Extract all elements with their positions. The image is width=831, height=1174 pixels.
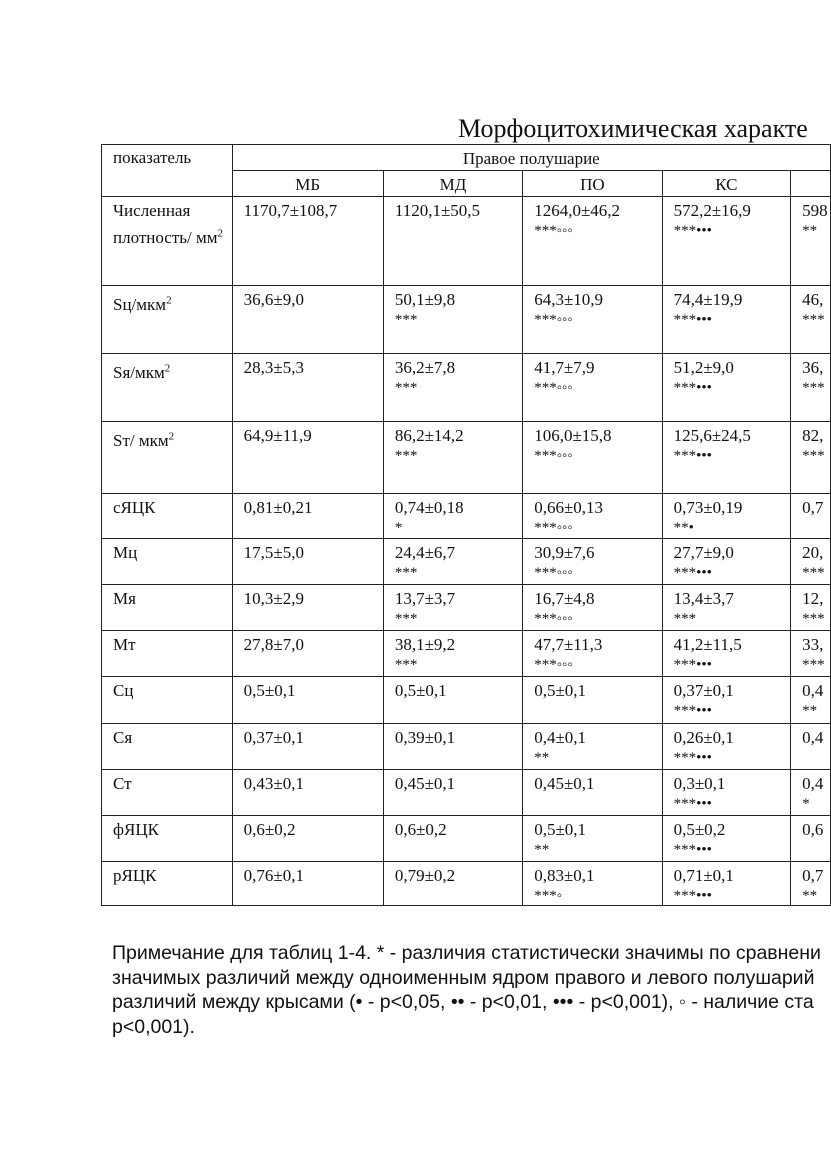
table-cell	[232, 862, 383, 906]
cell-value: 30,9±7,6	[534, 543, 595, 562]
table-cell	[662, 197, 790, 286]
table-cell	[383, 862, 522, 906]
cell-value: 0,26±0,1	[673, 728, 734, 747]
table-cell	[383, 585, 522, 631]
significance-marks: ***•••	[673, 223, 712, 239]
row-label	[102, 631, 233, 677]
table-row	[102, 286, 831, 354]
row-label-text: Ся	[113, 728, 133, 747]
cell-value: 0,4	[802, 774, 824, 793]
cell-value: 0,7	[802, 866, 824, 885]
table-cell	[383, 677, 522, 724]
cell-value: 0,4	[802, 728, 824, 747]
significance-marks: ***◦◦◦	[534, 657, 573, 673]
table-cell	[791, 286, 831, 354]
table-cell	[791, 862, 831, 906]
cell-value: 13,4±3,7	[673, 589, 734, 608]
cell-value: 0,39±0,1	[394, 728, 456, 747]
significance-marks: ***◦◦◦	[534, 448, 573, 464]
table-cell	[523, 862, 662, 906]
cell-value: 13,7±3,7	[394, 589, 456, 608]
table-cell	[662, 816, 790, 862]
cell-value: 0,5±0,1	[534, 820, 587, 839]
significance-marks: **	[802, 703, 818, 719]
cell-value: 125,6±24,5	[673, 426, 751, 445]
cell-value: 46,	[802, 290, 824, 309]
cell-value: 0,79±0,2	[394, 866, 456, 885]
significance-marks: ***•••	[673, 750, 712, 766]
table-cell	[383, 286, 522, 354]
table-cell	[232, 422, 383, 494]
row-label	[102, 677, 233, 724]
row-label	[102, 770, 233, 816]
table-cell	[383, 631, 522, 677]
cell-value: 0,7	[802, 498, 824, 517]
cell-value: 27,8±7,0	[243, 635, 304, 654]
table-cell	[662, 422, 790, 494]
significance-marks: ***	[673, 611, 697, 627]
row-label-text: рЯЦК	[113, 866, 157, 885]
cell-value: 0,4	[802, 681, 824, 700]
cell-value: 0,5±0,2	[673, 820, 726, 839]
table-cell	[383, 494, 522, 539]
table-cell	[662, 539, 790, 585]
cell-value: 38,1±9,2	[394, 635, 456, 654]
row-label-text: Sт/ мкм$^2$	[113, 430, 175, 450]
table-row	[102, 770, 831, 816]
table-cell	[232, 724, 383, 770]
table-cell	[523, 422, 662, 494]
significance-marks: ***•••	[673, 888, 712, 904]
row-label	[102, 724, 233, 770]
significance-marks: ***◦◦◦	[534, 565, 573, 581]
table-row	[102, 422, 831, 494]
table-cell	[791, 539, 831, 585]
significance-marks: ***	[802, 312, 825, 328]
significance-marks: ***	[394, 611, 418, 627]
table-cell	[523, 724, 662, 770]
cell-value: 24,4±6,7	[394, 543, 456, 562]
significance-marks: ***	[802, 380, 825, 396]
row-label	[102, 197, 233, 286]
cell-value: 74,4±19,9	[673, 290, 743, 309]
superscript-2: 2	[217, 227, 224, 239]
table-cell	[383, 539, 522, 585]
cell-value: 0,4±0,1	[534, 728, 587, 747]
table-cell	[791, 677, 831, 724]
significance-marks: ***◦◦◦	[534, 611, 573, 627]
morpho-table	[101, 144, 831, 906]
table-cell	[662, 494, 790, 539]
cell-value: 0,3±0,1	[673, 774, 726, 793]
table-row	[102, 631, 831, 677]
table-cell	[232, 197, 383, 286]
significance-marks: **	[534, 750, 550, 766]
significance-marks: ***•••	[673, 312, 712, 328]
note-line: Примечание для таблиц 1-4. * - различия статистически значимы по сравнени	[112, 942, 821, 964]
cell-value: 36,2±7,8	[394, 358, 456, 377]
significance-marks: *	[802, 796, 810, 812]
cell-value: 33,	[802, 635, 824, 654]
table-cell	[662, 677, 790, 724]
cell-value: 0,73±0,19	[673, 498, 743, 517]
table-cell	[232, 286, 383, 354]
cell-value: 572,2±16,9	[673, 201, 751, 220]
cell-value: 20,	[802, 543, 824, 562]
cell-value: 27,7±9,0	[673, 543, 734, 562]
table-cell	[383, 724, 522, 770]
table-cell	[383, 197, 522, 286]
table-cell	[791, 585, 831, 631]
cell-value: 0,74±0,18	[394, 498, 464, 517]
table-cell	[523, 816, 662, 862]
significance-marks: **	[534, 842, 550, 858]
cell-value: 41,2±11,5	[673, 635, 742, 654]
row-label	[102, 286, 233, 354]
significance-marks: **	[802, 223, 818, 239]
table-cell	[662, 631, 790, 677]
table-cell	[791, 770, 831, 816]
cell-value: 47,7±11,3	[534, 635, 603, 654]
row-label-text: Сц	[113, 681, 134, 700]
table-row	[102, 724, 831, 770]
table-cell	[232, 585, 383, 631]
row-label	[102, 816, 233, 862]
cell-value: 0,37±0,1	[673, 681, 734, 700]
cell-value: 12,	[802, 589, 824, 608]
table-cell	[662, 770, 790, 816]
row-label-text: Мя	[113, 589, 136, 608]
table-cell	[791, 422, 831, 494]
table-cell	[383, 354, 522, 422]
row-label-text: сЯЦК	[113, 498, 156, 517]
table-cell	[791, 724, 831, 770]
row-label-text: фЯЦК	[113, 820, 159, 839]
cell-value: 82,	[802, 426, 824, 445]
table-cell	[662, 354, 790, 422]
cell-value: 0,6	[802, 820, 824, 839]
cell-value: 10,3±2,9	[243, 589, 304, 608]
row-label	[102, 862, 233, 906]
cell-value: 41,7±7,9	[534, 358, 595, 377]
column-header: КС	[662, 171, 790, 197]
cell-value: 1120,1±50,5	[394, 201, 481, 220]
significance-marks: ***•••	[673, 842, 712, 858]
significance-marks: ***•••	[673, 703, 712, 719]
table-cell	[232, 354, 383, 422]
significance-marks: ***	[802, 657, 825, 673]
table-row	[102, 862, 831, 906]
superscript-2: 2	[166, 294, 172, 306]
significance-marks: ***	[394, 657, 418, 673]
significance-marks: ***	[394, 565, 418, 581]
significance-marks: ***	[802, 565, 825, 581]
significance-marks: ***•••	[673, 380, 712, 396]
row-label-text: Sц/мкм$^2$	[113, 294, 172, 314]
significance-marks: **	[802, 888, 818, 904]
table-cell	[232, 677, 383, 724]
cell-value: 1170,7±108,7	[243, 201, 338, 220]
note-line: различий между крысами (• - p<0,05, •• - p<0,01, ••• - p<0,001), ◦ - наличие ста	[112, 991, 814, 1013]
table-cell	[523, 494, 662, 539]
cell-value: 598	[802, 201, 828, 220]
note-line: p<0,001).	[112, 1015, 195, 1038]
column-header: МД	[383, 171, 522, 197]
cell-value: 64,9±11,9	[243, 426, 312, 445]
row-label	[102, 585, 233, 631]
page-title: Морфоцитохимическая характе	[458, 114, 808, 143]
cell-value: 1264,0±46,2	[534, 201, 621, 220]
table-cell	[383, 816, 522, 862]
significance-marks: ***•••	[673, 448, 712, 464]
cell-value: 0,6±0,2	[394, 820, 447, 839]
table-cell	[523, 585, 662, 631]
table-cell	[232, 494, 383, 539]
corner-header: показатель	[102, 145, 233, 197]
cell-value: 17,5±5,0	[243, 543, 304, 562]
table-cell	[523, 286, 662, 354]
cell-value: 28,3±5,3	[243, 358, 304, 377]
superscript-2: 2	[164, 362, 171, 374]
table-row	[102, 197, 831, 286]
cell-value: 0,5±0,1	[243, 681, 296, 700]
table-cell	[383, 770, 522, 816]
significance-marks: ***◦◦◦	[534, 223, 573, 239]
cell-value: 0,45±0,1	[534, 774, 595, 793]
table-cell	[791, 631, 831, 677]
row-label	[102, 494, 233, 539]
cell-value: 0,43±0,1	[243, 774, 304, 793]
significance-marks: ***	[394, 380, 418, 396]
table-note	[112, 941, 831, 1039]
cell-value: 0,5±0,1	[534, 681, 587, 700]
table-cell	[232, 816, 383, 862]
cell-value: 86,2±14,2	[394, 426, 464, 445]
table-cell	[791, 354, 831, 422]
significance-marks: ***	[394, 312, 418, 328]
table-row	[102, 585, 831, 631]
cell-value: 36,6±9,0	[243, 290, 304, 309]
significance-marks: **•	[673, 520, 694, 536]
table-cell	[791, 494, 831, 539]
table-cell	[662, 862, 790, 906]
note-line: значимых различий между одноименным ядром правого и левого полушарий	[112, 966, 815, 989]
table-row	[102, 494, 831, 539]
row-label	[102, 422, 233, 494]
table-cell	[383, 422, 522, 494]
row-label-text: Мц	[113, 543, 138, 562]
table-row	[102, 677, 831, 724]
row-label-text: Мт	[113, 635, 136, 654]
table-row	[102, 354, 831, 422]
table-cell	[232, 631, 383, 677]
row-label	[102, 539, 233, 585]
cell-value: 0,5±0,1	[394, 681, 447, 700]
table-cell	[523, 677, 662, 724]
cell-value: 36,	[802, 358, 824, 377]
cell-value: 0,71±0,1	[673, 866, 734, 885]
cell-value: 0,76±0,1	[243, 866, 304, 885]
cell-value: 51,2±9,0	[673, 358, 734, 377]
significance-marks: *	[394, 520, 403, 536]
significance-marks: ***•••	[673, 565, 712, 581]
column-header: МБ	[232, 171, 383, 197]
significance-marks: ***	[802, 611, 825, 627]
row-label-text: Ст	[113, 774, 132, 793]
superscript-2: 2	[168, 430, 175, 442]
row-label	[102, 354, 233, 422]
table-cell	[791, 197, 831, 286]
significance-marks: ***◦◦◦	[534, 520, 573, 536]
group-header: Правое полушарие	[232, 145, 830, 171]
cell-value: 0,45±0,1	[394, 774, 456, 793]
significance-marks: ***◦◦◦	[534, 312, 573, 328]
table-cell	[523, 354, 662, 422]
cell-value: 0,81±0,21	[243, 498, 313, 517]
cell-value: 0,66±0,13	[534, 498, 604, 517]
table-cell	[662, 585, 790, 631]
cell-value: 0,83±0,1	[534, 866, 595, 885]
significance-marks: ***•••	[673, 796, 712, 812]
header-row	[102, 145, 831, 171]
table-cell	[523, 631, 662, 677]
row-label-text: Sя/мкм$^2$	[113, 362, 171, 382]
cell-value: 16,7±4,8	[534, 589, 595, 608]
column-header: ПО	[523, 171, 662, 197]
significance-marks: ***◦◦◦	[534, 380, 573, 396]
significance-marks: ***	[802, 448, 825, 464]
table-cell	[791, 816, 831, 862]
table-cell	[523, 770, 662, 816]
cell-value: 64,3±10,9	[534, 290, 604, 309]
table-cell	[523, 197, 662, 286]
table-row	[102, 539, 831, 585]
cell-value: 0,6±0,2	[243, 820, 296, 839]
cell-value: 50,1±9,8	[394, 290, 456, 309]
table-cell	[662, 724, 790, 770]
table-cell	[662, 286, 790, 354]
cell-value: 106,0±15,8	[534, 426, 612, 445]
column-header	[791, 171, 831, 197]
table-cell	[232, 539, 383, 585]
significance-marks: ***	[394, 448, 418, 464]
significance-marks: ***•••	[673, 657, 712, 673]
table-cell	[523, 539, 662, 585]
row-label-text: Численная плотность/ $мм^2$	[113, 201, 224, 247]
cell-value: 0,37±0,1	[243, 728, 304, 747]
significance-marks: ***◦	[534, 888, 563, 904]
table-cell	[232, 770, 383, 816]
table-row	[102, 816, 831, 862]
